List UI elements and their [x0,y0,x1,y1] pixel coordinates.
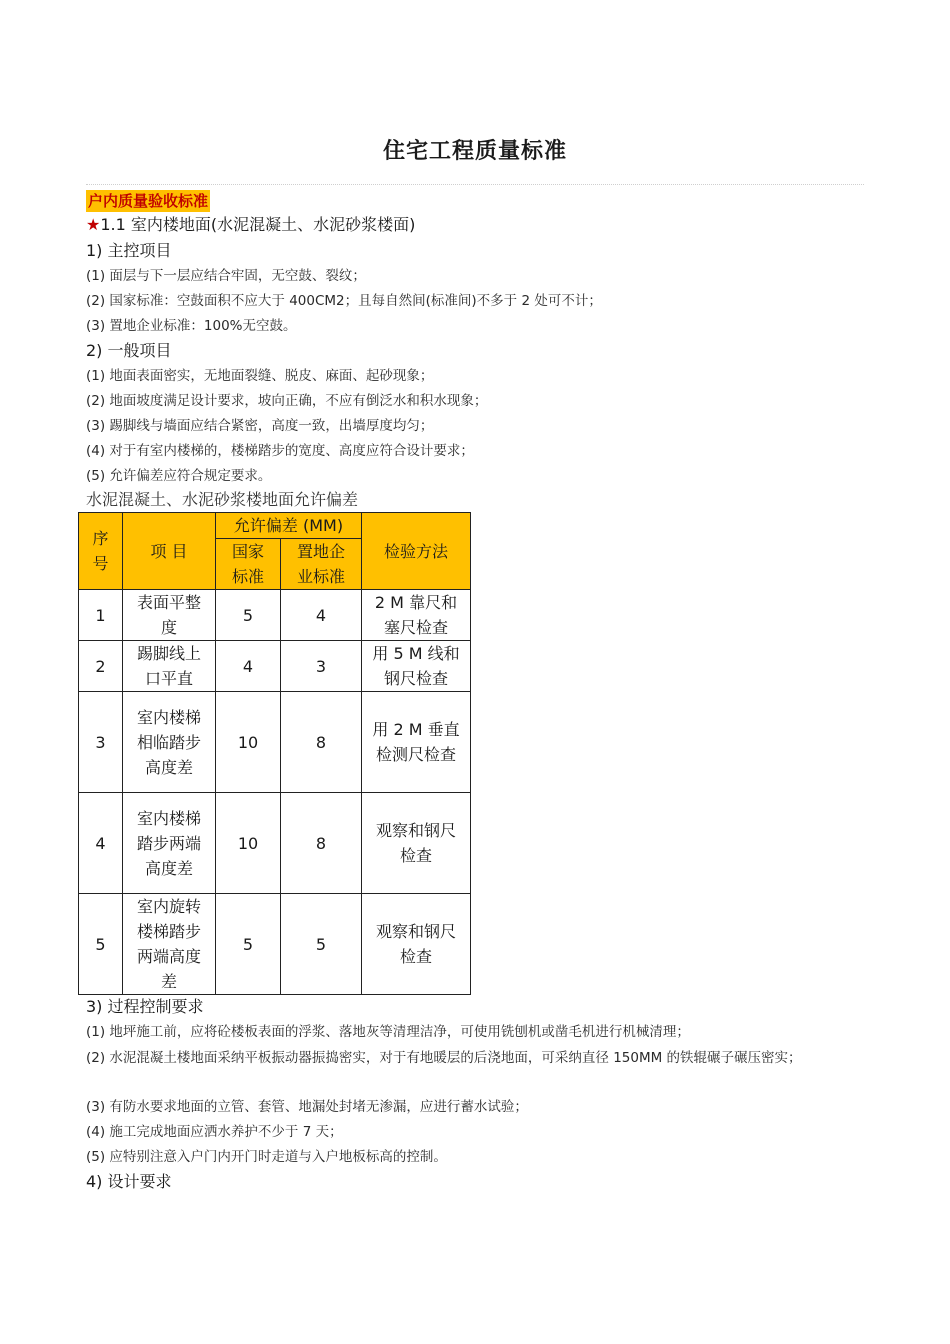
general-item: (2) 地面坡度满足设计要求，坡向正确，不应有倒泛水和积水现象； [86,393,488,409]
general-item: (3) 踢脚线与墙面应结合紧密，高度一致，出墙厚度均匀； [86,418,434,434]
header-tolerance: 允许偏差 (MM) [216,513,362,539]
process-item: (2) 水泥混凝土楼地面采纳平板振动器振捣密实，对于有地暖层的后浇地面，可采纳直径 150MM 的铁辊碾子碾压密实； [86,1050,802,1066]
header-corporate: 置地企业标准 [281,539,362,590]
main-item: (1) 面层与下一层应结合牢固，无空鼓、裂纹； [86,268,366,284]
sub-heading [86,214,415,236]
title-divider [86,184,864,185]
table-row [79,590,471,641]
main-item: (2) 国家标准：空鼓面积不应大于 400CM2；且每自然间(标准间)不多于 2 处可不计； [86,293,602,309]
cell-item: 踢脚线上口平直 [123,641,216,692]
tolerance-table [78,512,471,995]
general-item: (5) 允许偏差应符合规定要求。 [86,468,272,484]
process-heading: 3) 过程控制要求 [86,997,204,1016]
table-row [79,641,471,692]
general-item: (1) 地面表面密实，无地面裂缝、脱皮、麻面、起砂现象； [86,368,434,384]
cell-seq: 1 [79,590,123,641]
cell-seq: 3 [79,692,123,793]
cell-corporate: 8 [281,793,362,894]
process-item: (3) 有防水要求地面的立管、套管、地漏处封堵无渗漏，应进行蓄水试验； [86,1099,528,1115]
cell-seq: 2 [79,641,123,692]
cell-seq: 5 [79,894,123,995]
cell-method: 用 5 M 线和钢尺检查 [362,641,471,692]
cell-method: 观察和钢尺检查 [362,793,471,894]
general-item: (4) 对于有室内楼梯的，楼梯踏步的宽度、高度应符合设计要求； [86,443,474,459]
table-header-row [79,513,471,539]
cell-item: 室内楼梯踏步两端高度差 [123,793,216,894]
section-label: 户内质量验收标准 [88,192,209,210]
star-icon: ★ [86,215,101,234]
main-item: (3) 置地企业标准：100%无空鼓。 [86,318,297,334]
cell-item: 表面平整度 [123,590,216,641]
cell-corporate: 5 [281,894,362,995]
table-caption: 水泥混凝土、水泥砂浆楼地面允许偏差 [86,490,359,509]
design-heading: 4) 设计要求 [86,1172,172,1191]
header-national: 国家标准 [216,539,281,590]
header-item: 项 目 [123,513,216,590]
general-items-heading: 2) 一般项目 [86,341,172,360]
cell-corporate: 3 [281,641,362,692]
cell-item: 室内旋转楼梯踏步两端高度差 [123,894,216,995]
cell-method: 观察和钢尺检查 [362,894,471,995]
cell-method: 2 M 靠尺和塞尺检查 [362,590,471,641]
document-title: 住宅工程质量标准 [382,139,567,164]
main-items-heading: 1) 主控项目 [86,241,172,260]
cell-corporate: 8 [281,692,362,793]
cell-national: 5 [216,590,281,641]
cell-method: 用 2 M 垂直检测尺检查 [362,692,471,793]
cell-corporate: 4 [281,590,362,641]
sub-heading-text: 1.1 室内楼地面(水泥混凝土、水泥砂浆楼面) [100,215,416,234]
cell-national: 10 [216,692,281,793]
cell-national: 10 [216,793,281,894]
cell-item: 室内楼梯相临踏步高度差 [123,692,216,793]
cell-national: 4 [216,641,281,692]
process-item: (1) 地坪施工前，应将砼楼板表面的浮浆、落地灰等清理洁净，可使用铣刨机或凿毛机进行机械清理； [86,1024,690,1040]
process-item: (4) 施工完成地面应洒水养护不少于 7 天； [86,1124,343,1140]
header-method: 检验方法 [362,513,471,590]
table-row [79,793,471,894]
process-item: (5) 应特别注意入户门内开门时走道与入户地板标高的控制。 [86,1149,447,1165]
cell-seq: 4 [79,793,123,894]
table-row [79,894,471,995]
header-seq: 序号 [79,513,123,590]
cell-national: 5 [216,894,281,995]
table-row [79,692,471,793]
